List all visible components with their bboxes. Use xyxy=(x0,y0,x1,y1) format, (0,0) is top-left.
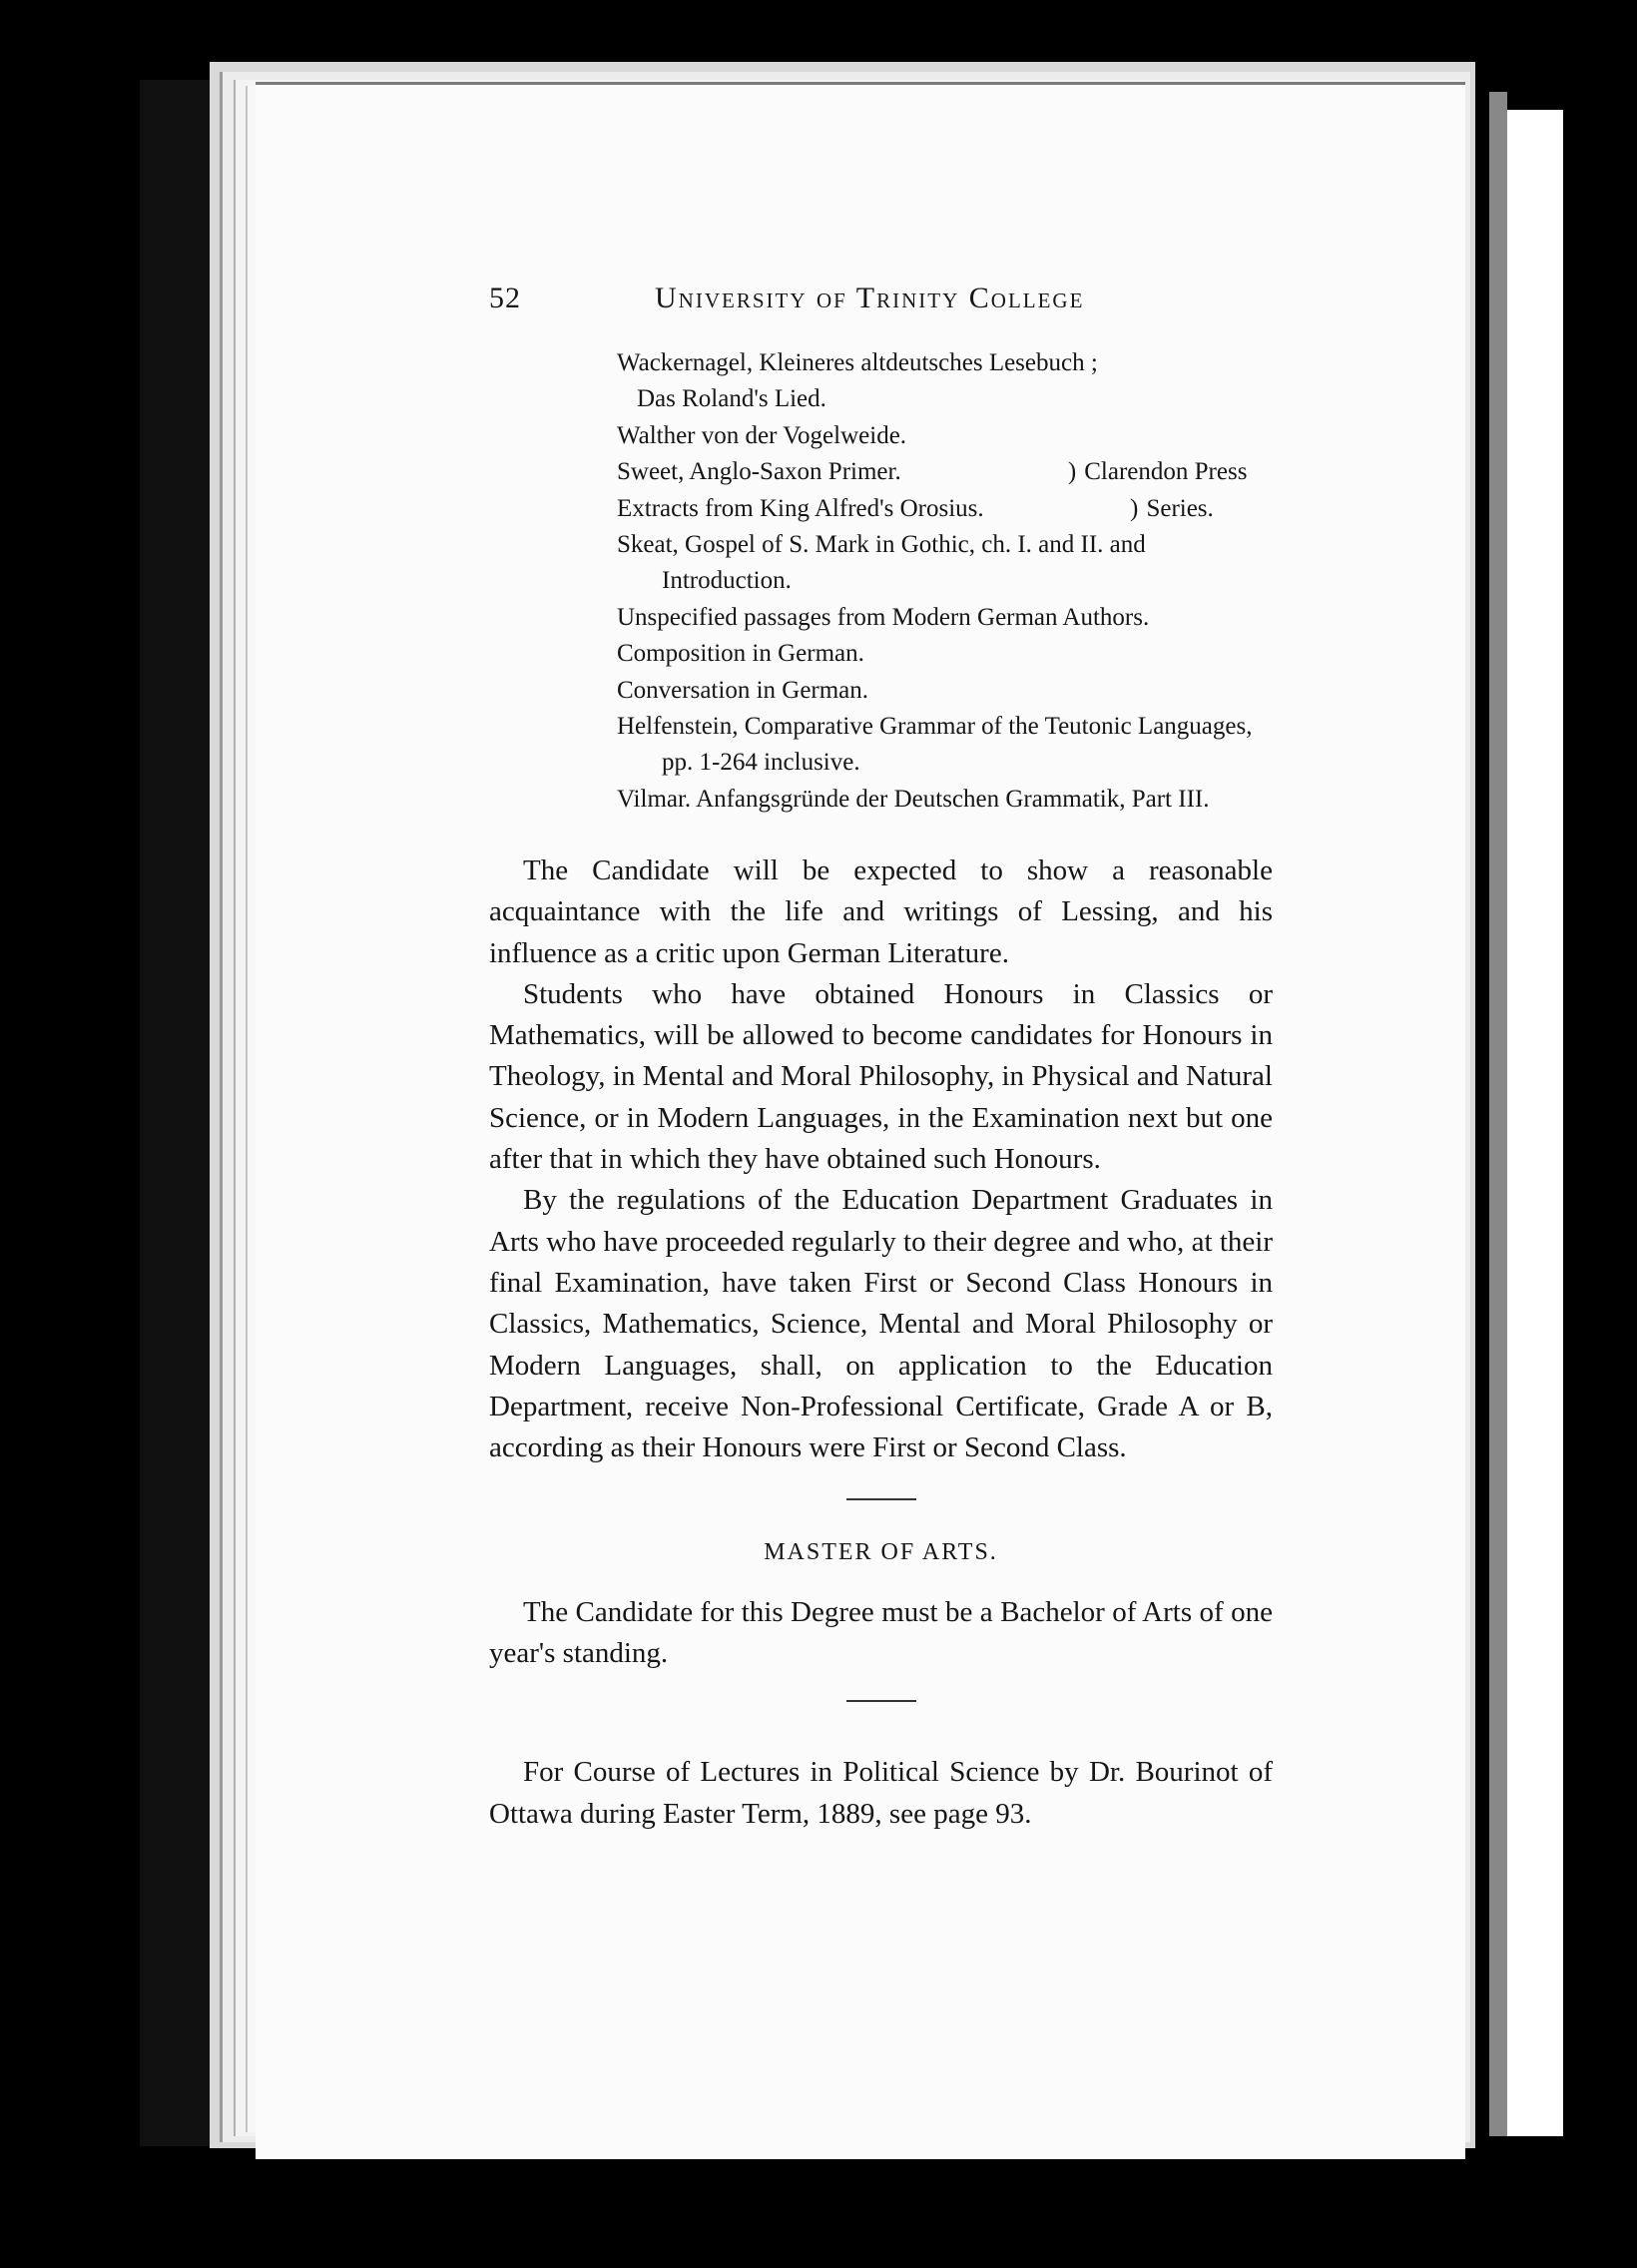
list-item: Skeat, Gospel of S. Mark in Gothic, ch. I. and II. and Introduction. xyxy=(617,531,1146,595)
list-item-title: Sweet, Anglo-Saxon Primer. xyxy=(617,458,901,486)
list-item xyxy=(617,491,1276,527)
list-item xyxy=(617,454,1276,490)
list-item: Walther von der Vogelweide. xyxy=(617,421,907,449)
list-item: Vilmar. Anfangsgründe der Deutschen Grammatik, Part III. xyxy=(617,785,1210,813)
list-item: Helfenstein, Comparative Grammar of the Teutonic Languages, pp. 1-264 inclusive. xyxy=(617,713,1253,777)
facing-page-edge xyxy=(1507,110,1563,2136)
series-name xyxy=(1066,454,1276,490)
page-gutter xyxy=(1489,92,1507,2136)
paragraph: The Candidate for this Degree must be a Bachelor of Arts of one year's standing. xyxy=(489,1595,1273,1670)
brace-glyph: ) xyxy=(1067,458,1077,486)
brace-glyph: ) xyxy=(1130,494,1139,522)
list-item: Das Roland's Lied. xyxy=(637,385,826,413)
body-text xyxy=(489,850,1273,1835)
section-heading: MASTER OF ARTS. xyxy=(764,1539,998,1566)
paragraph: Students who have obtained Honours in Classics or Mathematics, will be allowed to become candidates for Honours in Theology, in Mental and Moral Philosophy, in Physical and Natural Science, or in Modern Languages, in the Examination next but one after that in which they have obtained such Honours. xyxy=(489,977,1273,1176)
list-item: Composition in German. xyxy=(617,640,864,668)
footer-note: For Course of Lectures in Political Science by Dr. Bourinot of Ottawa during Easter Term, 1889, see page 93. xyxy=(489,1756,1273,1830)
scan-left-margin xyxy=(140,80,210,2146)
series-label: Clarendon Press xyxy=(1084,458,1248,486)
divider xyxy=(846,1700,916,1702)
paragraph: By the regulations of the Education Department Graduates in Arts who have proceeded regularly to their degree and who, at their final Examination, have taken First or Second Class Honours in Classics, Mathematics, Science, Mental and Moral Philosophy or Modern Languages, shall, on application to the Education Department, receive Non-Professional Certificate, Grade A or B, according as their Honours were First or Second Class. xyxy=(489,1184,1273,1464)
page-number: 52 xyxy=(489,282,521,314)
running-title: University of Trinity College xyxy=(655,282,1085,314)
divider xyxy=(846,1498,916,1500)
list-item-title: Extracts from King Alfred's Orosius. xyxy=(617,494,984,522)
series-label: Series. xyxy=(1146,494,1214,522)
paragraph: The Candidate will be expected to show a reasonable acquaintance with the life and writings of Lessing, and his influence as a critic upon German Literature. xyxy=(489,854,1273,969)
series-name xyxy=(1066,491,1276,527)
list-item: Conversation in German. xyxy=(617,676,869,704)
list-item: Wackernagel, Kleineres altdeutsches Lesebuch ; xyxy=(617,349,1098,376)
list-item: Unspecified passages from Modern German Authors. xyxy=(617,603,1150,631)
reading-list xyxy=(617,345,1276,818)
